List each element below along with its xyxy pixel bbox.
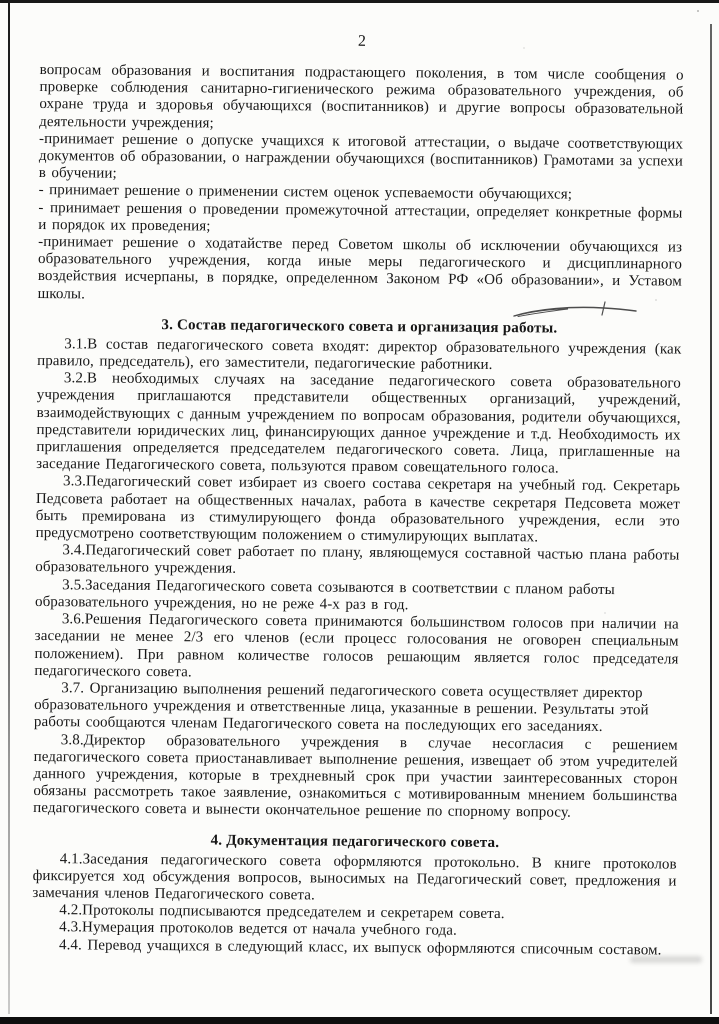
paragraph-4-3: 4.3.Нумерация протоколов ведется от начала учебного года.	[59, 919, 457, 940]
paragraph-4-1: 4.1.Заседания педагогического совета оформляются протокольно. В книге протоколов фиксируется ход обсуждения вопросов, выносимых на Педагогический совет, предложения и замечания членов Педагогического совета.	[32, 850, 677, 904]
paragraph-3-1: 3.1.В состав педагогического совета входят: директор образовательного учреждения (как правило, председатель), его заместители, педагогические работники.	[37, 336, 682, 374]
scan-edge-right	[710, 24, 712, 1014]
paragraph-3-5: 3.5.Заседания Педагогического совета созываются в соответствии с планом работы образовательного учреждения, но не реже 4-х раз в год.	[34, 576, 615, 614]
intro-paragraph-attestation: - принимает решения о проведении промежуточной аттестации, определяет конкретные формы и порядок их проведения;	[38, 199, 683, 235]
paragraph-3-4: 3.4.Педагогический совет работает по плану, являющемуся составной частью плана работы образовательного учреждения.	[35, 542, 680, 578]
section-3-heading: 3. Состав педагогического совета и организация работы.	[161, 316, 558, 337]
intro-paragraph-expulsion: -принимает решение о ходатайстве перед Советом школы об исключении обучающихся из образовательного учреждения, когда иные меры педагогического и дисциплинарного воздействия исчерпаны, в порядке, определенном Законом РФ «Об образовании», и Уставом школы.	[37, 234, 683, 303]
scan-noise	[0, 0, 2, 2]
scan-edge-top	[0, 0, 719, 3]
scan-edge-left	[8, 0, 10, 1014]
scan-edge-bottom	[0, 1017, 719, 1024]
paragraph-3-8: 3.8.Директор образовательного учреждения в случае несогласия с решением педагогического совета приостанавливает выполнение решения, извещает об этом учредителей данного учреждения, которые в трехдневный срок при участии заинтересованных сторон обязаны рассмотреть такое заявление, ознакомиться с мотивированным мнением большинства педагогического совета и вынести окончательное решение по спорному вопросу.	[33, 731, 678, 821]
paragraph-3-3: 3.3.Педагогический совет избирает из своего состава секретаря на учебный год. Секретарь Педсовета работает на общественных началах, работа в качестве секретаря Педсовета может быть премирована из стимулирующего фонда образовательного учреждения, если это предусмотрено соответствующим положением о стимулирующих выплатах.	[35, 473, 681, 546]
intro-paragraph-admission: -принимает решение о допуске учащихся к итоговой аттестации, о выдаче соответствующих документов об образовании, о награждении обучающихся (воспитанников) Грамотами за успехи в обучении;	[38, 130, 684, 182]
intro-paragraph-duties: вопросам образования и воспитания подрастающего поколения, в том числе сообщения о проверке соблюдения санитарно-гигиенического режима образовательного учреждения, об охране труда и здоровья обучающихся (воспитанников) и другие вопросы образовательной деятельности учреждения;	[39, 61, 684, 132]
paragraph-4-2: 4.2.Протоколы подписываются председателем и секретарем совета.	[59, 902, 505, 923]
paragraph-3-6: 3.6.Решения Педагогического совета принимаются большинством голосов при наличии на заседании не менее 2/3 его членов (если процесс голосования не оговорен специальным положением). При равном количестве голосов решающим является голос председателя педагогического совета.	[34, 611, 679, 681]
handwritten-pen-stroke	[508, 299, 643, 323]
intro-paragraph-grades: - принимает решение о применении систем оценок успеваемости обучающихся;	[38, 182, 573, 204]
page-number: 2	[357, 32, 366, 50]
paragraph-3-2: 3.2.В необходимых случаях на заседание педагогического совета образовательного учреждения приглашаются представители общественных организаций, учреждений, взаимодействующих с данным учреждением по вопросам образования, родители обучающихся, представители юридических лиц, финансирующих данное учреждение и т.д. Необходимость их приглашения определяется председателем педагогического совета. Лица, приглашенные на заседание Педагогического совета, пользуются правом совещательного голоса.	[36, 370, 682, 477]
paragraph-4-4: 4.4. Перевод учащихся в следующий класс, их выпуск оформляются списочным составом.	[58, 936, 662, 959]
document-content	[32, 30, 684, 959]
section-4-heading: 4. Документация педагогического совета.	[210, 832, 500, 851]
paragraph-3-7: 3.7. Организацию выполнения решений педагогического совета осуществляет директор образовательного учреждения и ответственные лица, указанные в решении. Результаты этой работы сообщаются членам Педагогического совета на последующих его заседаниях.	[33, 680, 649, 736]
